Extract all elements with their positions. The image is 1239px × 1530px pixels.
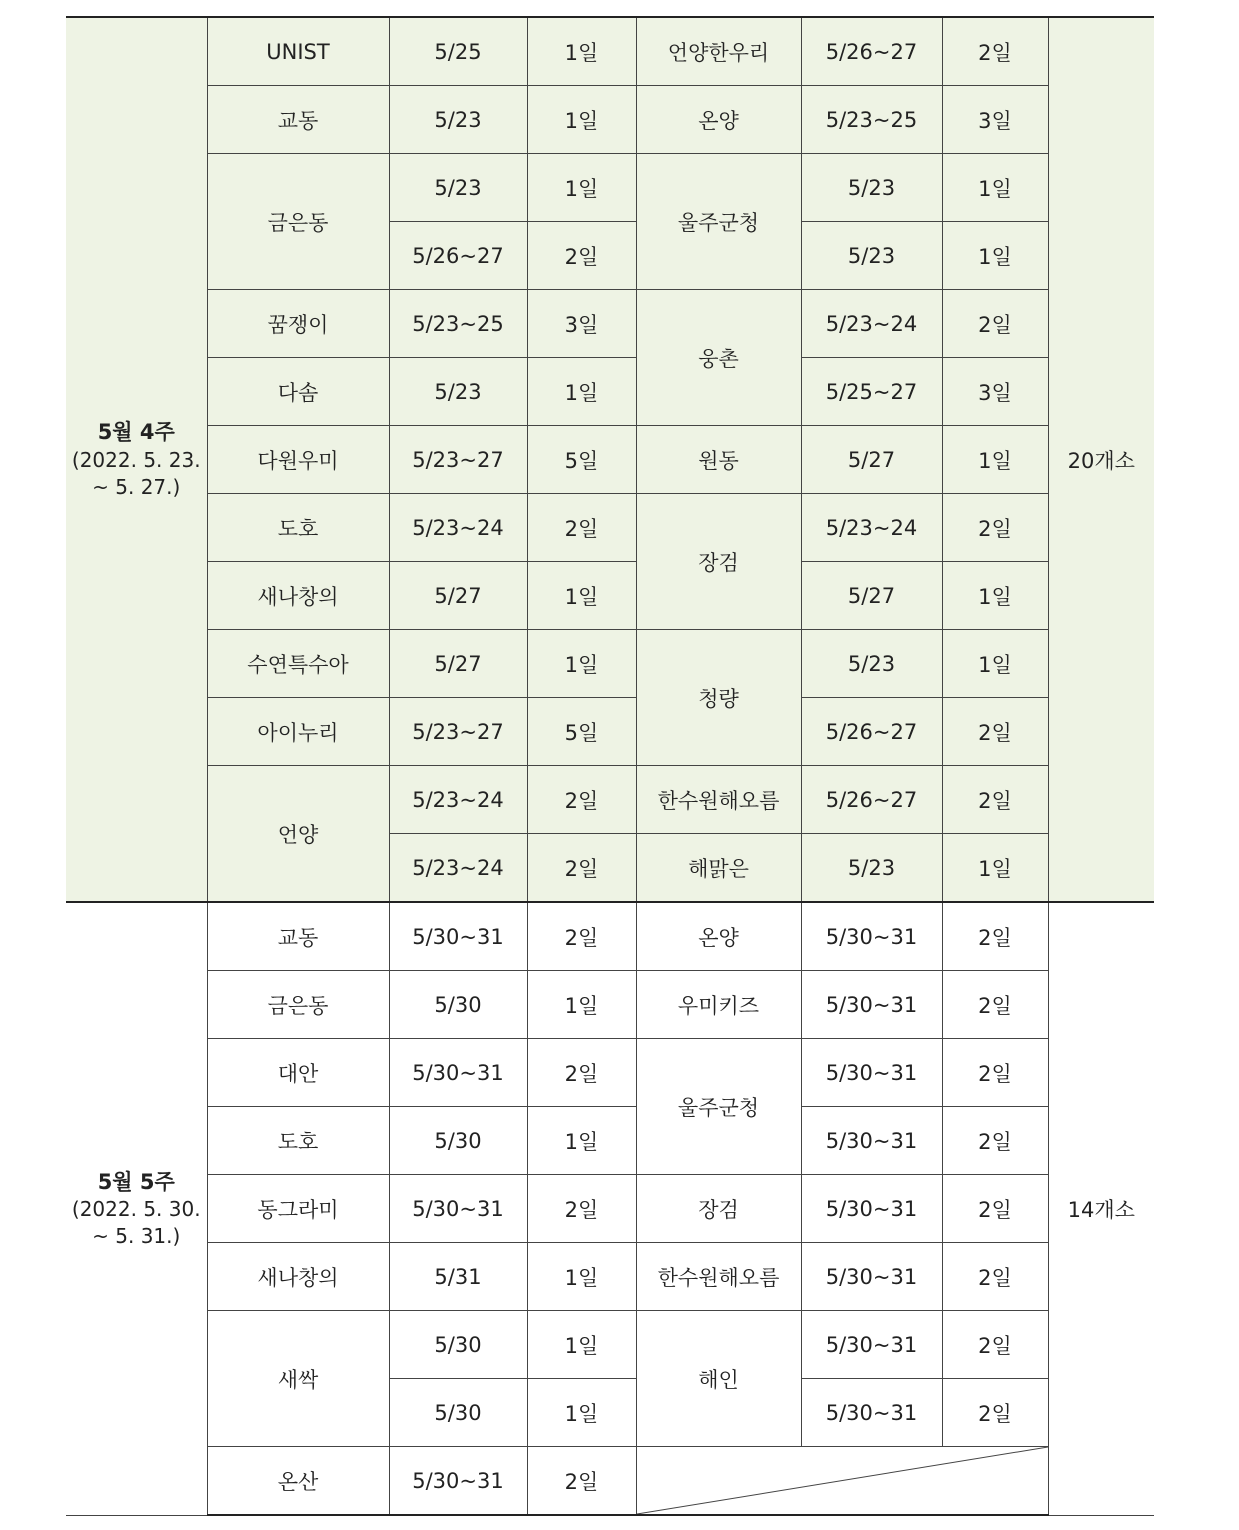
closure-date: 5/23 bbox=[389, 86, 527, 154]
closure-days: 1일 bbox=[942, 222, 1048, 290]
center-name: 한수원해오름 bbox=[636, 1243, 801, 1311]
closure-days: 1일 bbox=[527, 971, 636, 1039]
table-row bbox=[66, 902, 1154, 971]
center-name: 수연특수아 bbox=[207, 630, 389, 698]
table-row bbox=[66, 1175, 1154, 1243]
week1-total: 20개소 bbox=[1048, 17, 1154, 902]
closure-date: 5/26~27 bbox=[801, 698, 942, 766]
closure-days: 5일 bbox=[527, 426, 636, 494]
center-name: 언양한우리 bbox=[636, 17, 801, 86]
closure-days: 2일 bbox=[942, 1175, 1048, 1243]
center-name: 새나창의 bbox=[207, 1243, 389, 1311]
closure-days: 2일 bbox=[527, 766, 636, 834]
center-name: 동그라미 bbox=[207, 1175, 389, 1243]
center-name: 새나창의 bbox=[207, 562, 389, 630]
closure-days: 1일 bbox=[527, 154, 636, 222]
closure-days: 2일 bbox=[527, 494, 636, 562]
closure-date: 5/27 bbox=[389, 562, 527, 630]
closure-date: 5/30 bbox=[389, 1311, 527, 1379]
center-name: 웅촌 bbox=[636, 290, 801, 426]
table-row bbox=[66, 494, 1154, 562]
center-name: UNIST bbox=[207, 17, 389, 86]
closure-date: 5/30~31 bbox=[801, 1243, 942, 1311]
closure-days: 2일 bbox=[942, 766, 1048, 834]
center-name: 울주군청 bbox=[636, 1039, 801, 1175]
closure-days: 2일 bbox=[527, 902, 636, 971]
table-row bbox=[66, 1243, 1154, 1311]
closure-days: 2일 bbox=[942, 1039, 1048, 1107]
closure-days: 1일 bbox=[527, 630, 636, 698]
closure-days: 2일 bbox=[527, 834, 636, 903]
closure-days: 3일 bbox=[942, 358, 1048, 426]
empty-diagonal-cell bbox=[636, 1447, 1048, 1516]
table-row bbox=[66, 766, 1154, 834]
center-name: 도호 bbox=[207, 494, 389, 562]
closure-date: 5/30~31 bbox=[389, 1447, 527, 1516]
closure-date: 5/23~24 bbox=[389, 766, 527, 834]
closure-date: 5/30~31 bbox=[389, 1039, 527, 1107]
center-name: 울주군청 bbox=[636, 154, 801, 290]
center-name: 새싹 bbox=[207, 1311, 389, 1447]
week1-section bbox=[66, 17, 1154, 902]
center-name: 한수원해오름 bbox=[636, 766, 801, 834]
closure-date: 5/23~27 bbox=[389, 426, 527, 494]
closure-date: 5/31 bbox=[389, 1243, 527, 1311]
week1-range-end: ~ 5. 27.) bbox=[92, 474, 181, 499]
closure-date: 5/30~31 bbox=[801, 1175, 942, 1243]
closure-days: 3일 bbox=[527, 290, 636, 358]
center-name: 온산 bbox=[207, 1447, 389, 1516]
center-name: 다원우미 bbox=[207, 426, 389, 494]
closure-days: 1일 bbox=[527, 86, 636, 154]
closure-date: 5/30~31 bbox=[389, 1175, 527, 1243]
center-name: 금은동 bbox=[207, 154, 389, 290]
table-row bbox=[66, 630, 1154, 698]
week2-section bbox=[66, 902, 1154, 1515]
closure-date: 5/23~24 bbox=[801, 494, 942, 562]
closure-days: 1일 bbox=[527, 17, 636, 86]
center-name: 우미키즈 bbox=[636, 971, 801, 1039]
table-row bbox=[66, 1311, 1154, 1379]
schedule-table bbox=[66, 16, 1154, 1516]
closure-date: 5/25~27 bbox=[801, 358, 942, 426]
table-row bbox=[66, 426, 1154, 494]
center-name: 금은동 bbox=[207, 971, 389, 1039]
closure-date: 5/23~25 bbox=[801, 86, 942, 154]
table-row bbox=[66, 86, 1154, 154]
closure-date: 5/26~27 bbox=[389, 222, 527, 290]
week2-label bbox=[66, 902, 207, 1515]
center-name: 꿈쟁이 bbox=[207, 290, 389, 358]
closure-days: 1일 bbox=[527, 1243, 636, 1311]
closure-date: 5/23 bbox=[801, 630, 942, 698]
closure-date: 5/23~25 bbox=[389, 290, 527, 358]
closure-date: 5/23~24 bbox=[801, 290, 942, 358]
center-name: 다솜 bbox=[207, 358, 389, 426]
closure-days: 1일 bbox=[942, 562, 1048, 630]
closure-days: 1일 bbox=[942, 154, 1048, 222]
closure-date: 5/27 bbox=[801, 426, 942, 494]
center-name: 장검 bbox=[636, 494, 801, 630]
table-row bbox=[66, 17, 1154, 86]
closure-days: 2일 bbox=[942, 1311, 1048, 1379]
closure-date: 5/23 bbox=[389, 154, 527, 222]
closure-days: 2일 bbox=[942, 1243, 1048, 1311]
closure-date: 5/30~31 bbox=[801, 1107, 942, 1175]
closure-days: 1일 bbox=[527, 1311, 636, 1379]
closure-date: 5/30~31 bbox=[801, 902, 942, 971]
table-row bbox=[66, 562, 1154, 630]
closure-date: 5/30~31 bbox=[801, 1311, 942, 1379]
closure-days: 2일 bbox=[942, 902, 1048, 971]
week2-range-end: ~ 5. 31.) bbox=[92, 1223, 181, 1248]
closure-days: 1일 bbox=[527, 1379, 636, 1447]
closure-days: 2일 bbox=[942, 971, 1048, 1039]
closure-date: 5/23 bbox=[801, 222, 942, 290]
closure-date: 5/30 bbox=[389, 971, 527, 1039]
center-name: 장검 bbox=[636, 1175, 801, 1243]
table-row bbox=[66, 290, 1154, 358]
table-row bbox=[66, 1447, 1154, 1516]
closure-date: 5/23 bbox=[801, 834, 942, 903]
center-name: 교동 bbox=[207, 902, 389, 971]
week1-label bbox=[66, 17, 207, 902]
center-name: 청량 bbox=[636, 630, 801, 766]
center-name: 해인 bbox=[636, 1311, 801, 1447]
closure-days: 2일 bbox=[527, 222, 636, 290]
closure-date: 5/27 bbox=[389, 630, 527, 698]
week2-range-start: (2022. 5. 30. bbox=[71, 1196, 201, 1221]
table-row bbox=[66, 1107, 1154, 1175]
closure-date: 5/30~31 bbox=[389, 902, 527, 971]
table-row bbox=[66, 358, 1154, 426]
table-row bbox=[66, 1039, 1154, 1107]
week1-title: 5월 4주 bbox=[97, 420, 175, 445]
center-name: 해맑은 bbox=[636, 834, 801, 903]
closure-days: 1일 bbox=[942, 834, 1048, 903]
closure-days: 1일 bbox=[527, 1107, 636, 1175]
closure-date: 5/23 bbox=[801, 154, 942, 222]
closure-days: 2일 bbox=[942, 494, 1048, 562]
closure-date: 5/23~24 bbox=[389, 494, 527, 562]
closure-date: 5/30~31 bbox=[801, 971, 942, 1039]
week1-range-start: (2022. 5. 23. bbox=[71, 447, 201, 472]
closure-date: 5/30 bbox=[389, 1107, 527, 1175]
table-row bbox=[66, 154, 1154, 222]
closure-date: 5/26~27 bbox=[801, 17, 942, 86]
closure-date: 5/27 bbox=[801, 562, 942, 630]
closure-date: 5/23~27 bbox=[389, 698, 527, 766]
closure-days: 5일 bbox=[527, 698, 636, 766]
center-name: 원동 bbox=[636, 426, 801, 494]
center-name: 언양 bbox=[207, 766, 389, 903]
closure-days: 2일 bbox=[942, 698, 1048, 766]
closure-days: 1일 bbox=[527, 562, 636, 630]
center-name: 아이누리 bbox=[207, 698, 389, 766]
closure-date: 5/25 bbox=[389, 17, 527, 86]
closure-date: 5/26~27 bbox=[801, 766, 942, 834]
center-name: 온양 bbox=[636, 902, 801, 971]
closure-days: 2일 bbox=[942, 1107, 1048, 1175]
closure-days: 2일 bbox=[942, 17, 1048, 86]
closure-date: 5/23 bbox=[389, 358, 527, 426]
week2-title: 5월 5주 bbox=[97, 1169, 175, 1194]
closure-date: 5/30~31 bbox=[801, 1039, 942, 1107]
closure-date: 5/30 bbox=[389, 1379, 527, 1447]
closure-days: 2일 bbox=[942, 290, 1048, 358]
closure-days: 3일 bbox=[942, 86, 1048, 154]
center-name: 교동 bbox=[207, 86, 389, 154]
closure-days: 1일 bbox=[942, 630, 1048, 698]
table-row bbox=[66, 698, 1154, 766]
week2-total: 14개소 bbox=[1048, 902, 1154, 1515]
closure-days: 1일 bbox=[942, 426, 1048, 494]
closure-date: 5/30~31 bbox=[801, 1379, 942, 1447]
closure-days: 2일 bbox=[527, 1039, 636, 1107]
closure-days: 2일 bbox=[527, 1175, 636, 1243]
center-name: 온양 bbox=[636, 86, 801, 154]
diagonal-line bbox=[637, 1447, 1048, 1514]
closure-days: 2일 bbox=[527, 1447, 636, 1516]
center-name: 대안 bbox=[207, 1039, 389, 1107]
center-name: 도호 bbox=[207, 1107, 389, 1175]
closure-days: 2일 bbox=[942, 1379, 1048, 1447]
closure-date: 5/23~24 bbox=[389, 834, 527, 903]
closure-days: 1일 bbox=[527, 358, 636, 426]
table-row bbox=[66, 971, 1154, 1039]
